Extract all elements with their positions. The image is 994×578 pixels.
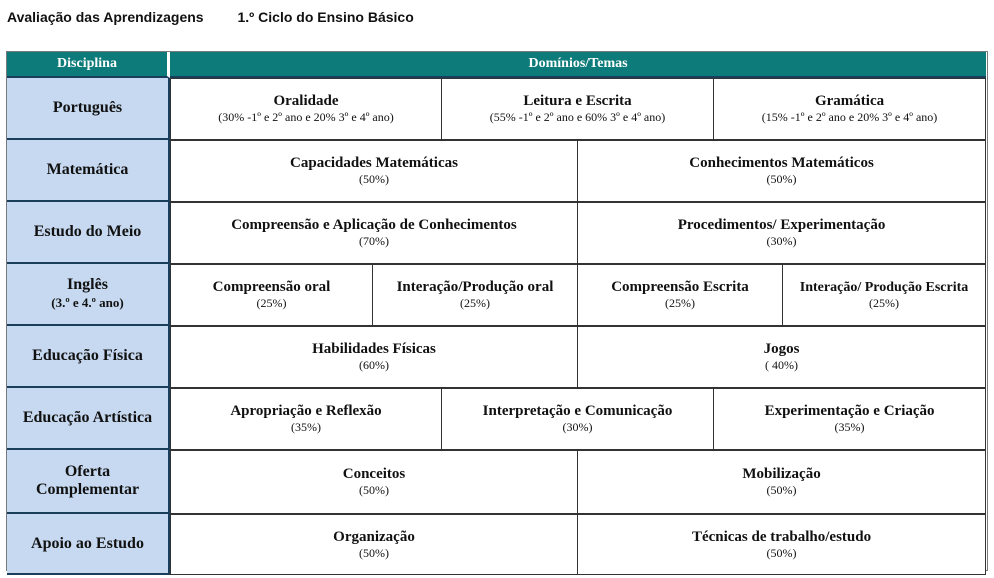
subject-cell [7, 264, 170, 326]
domain-title: Jogos [763, 341, 800, 357]
domain-cell [170, 388, 441, 450]
table-row [7, 514, 986, 575]
domain-title: Oralidade [273, 93, 339, 109]
domain-title: Experimentação e Criação [764, 403, 935, 419]
domain-title: Compreensão e Aplicação de Conhecimentos [231, 217, 517, 233]
table-row [7, 326, 986, 388]
subject-cell: Matemática [7, 140, 170, 202]
subject-name: Oferta [64, 463, 111, 480]
domain-weight: (55% -1º e 2º ano e 60% 3º e 4º ano) [489, 110, 666, 124]
domain-cell [170, 78, 441, 140]
domain-weight: (25%) [665, 296, 695, 310]
table-header-row [7, 52, 986, 78]
table-row [7, 388, 986, 450]
domain-cell [577, 264, 782, 326]
domain-title: Habilidades Físicas [312, 341, 436, 357]
domain-title: Organização [333, 528, 415, 545]
domain-cell [577, 140, 986, 202]
domain-weight: (35%) [834, 420, 865, 434]
header-subject: Disciplina [7, 52, 170, 78]
subject-cell: Estudo do Meio [7, 202, 170, 264]
domain-weight: (50%) [359, 483, 389, 497]
domain-cell [170, 202, 577, 264]
domain-weight: (50%) [766, 172, 797, 186]
domain-cell [782, 264, 986, 326]
subject-cell: Educação Artística [7, 388, 170, 450]
domain-title: Capacidades Matemáticas [290, 155, 458, 171]
document-title: Avaliação das Aprendizagens [7, 9, 204, 25]
document-heading [7, 9, 414, 25]
domain-cell [170, 140, 577, 202]
domain-weight: (30% -1º e 2º ano e 20% 3º e 4º ano) [218, 110, 394, 124]
domain-title: Conceitos [342, 466, 406, 482]
table-row [7, 202, 986, 264]
domain-cell [170, 450, 577, 514]
domain-weight: (30%) [766, 234, 797, 248]
domain-title: Interação/ Produção Escrita [799, 280, 969, 295]
domain-weight: (35%) [291, 420, 321, 434]
domain-weight: (25%) [869, 296, 900, 310]
domain-cell [372, 264, 577, 326]
table-row [7, 264, 986, 326]
domain-title: Procedimentos/ Experimentação [677, 217, 886, 233]
domain-cell [441, 78, 713, 140]
table-row [7, 450, 986, 514]
domain-weight: (30%) [562, 420, 593, 434]
domain-cell [713, 78, 986, 140]
domain-title: Interpretação e Comunicação [482, 403, 673, 419]
domain-title: Leitura e Escrita [523, 93, 632, 109]
subject-note: (3.º e 4.º ano) [51, 295, 124, 310]
domain-weight: ( 40%) [765, 358, 799, 372]
subject-cell [7, 450, 170, 514]
domain-weight: (15% -1º e 2º ano e 20% 3º e 4º ano) [761, 110, 938, 124]
table-row [7, 78, 986, 140]
domain-weight: (25%) [460, 296, 490, 310]
subject-cell: Apoio ao Estudo [7, 514, 170, 575]
table-row [7, 140, 986, 202]
domain-title: Técnicas de trabalho/estudo [691, 528, 872, 545]
domain-cell [170, 264, 372, 326]
domain-cell [577, 326, 986, 388]
domain-weight: (50%) [766, 483, 797, 497]
domain-title: Compreensão oral [212, 279, 331, 295]
domain-weight: (60%) [359, 358, 389, 372]
domain-cell [170, 326, 577, 388]
subject-cell: Português [7, 78, 170, 140]
domain-weight: (50%) [766, 545, 797, 560]
domain-weight: (70%) [359, 234, 389, 248]
domain-cell [577, 202, 986, 264]
domain-cell [713, 388, 986, 450]
domain-cell [441, 388, 713, 450]
subject-name: Inglês [67, 276, 108, 293]
domain-weight: (50%) [359, 545, 389, 560]
subject-name-line2: Complementar [35, 481, 140, 498]
domain-title: Interação/Produção oral [396, 279, 554, 295]
domain-title: Apropriação e Reflexão [230, 403, 382, 419]
domain-cell [577, 514, 986, 575]
document-subtitle: 1.º Ciclo do Ensino Básico [237, 9, 414, 25]
domain-cell [170, 514, 577, 575]
domain-cell [577, 450, 986, 514]
domain-title: Conhecimentos Matemáticos [689, 155, 874, 171]
subject-cell: Educação Física [7, 326, 170, 388]
assessment-table [7, 52, 986, 575]
domain-title: Mobilização [742, 466, 821, 482]
header-domains: Domínios/Temas [170, 52, 986, 78]
domain-title: Compreensão Escrita [611, 279, 749, 295]
domain-weight: (50%) [359, 172, 389, 186]
domain-title: Gramática [814, 93, 885, 109]
domain-weight: (25%) [256, 296, 287, 310]
